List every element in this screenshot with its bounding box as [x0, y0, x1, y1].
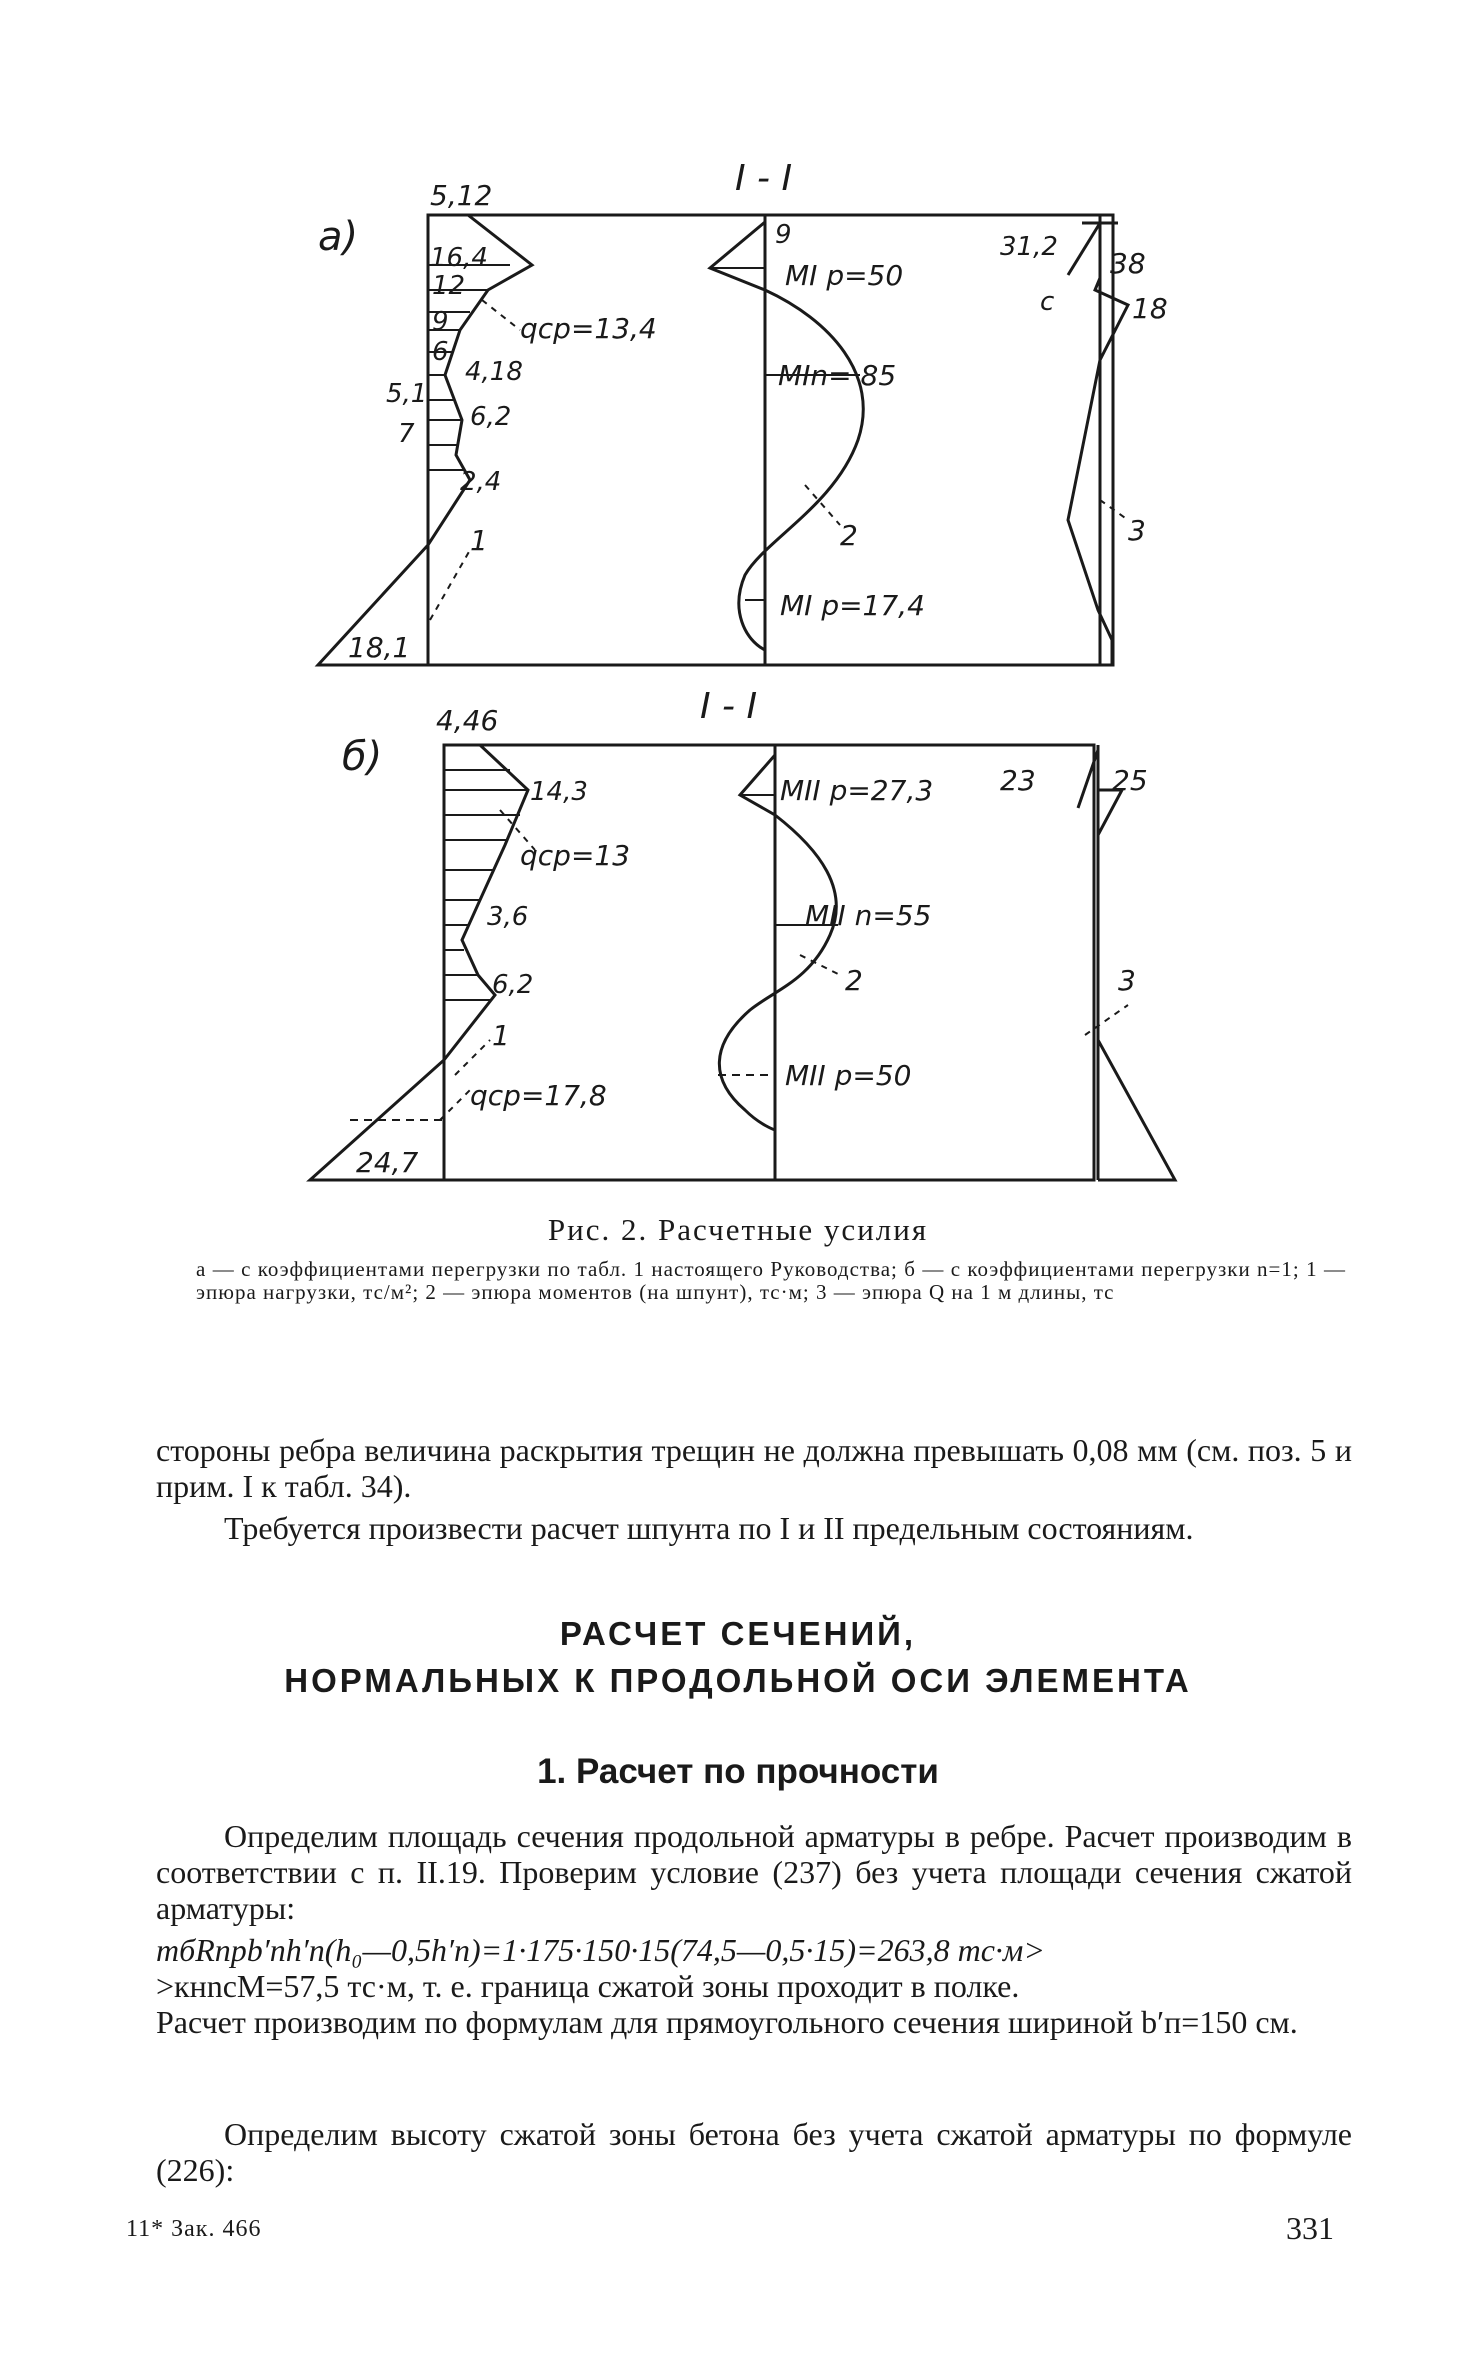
frame-a: [428, 215, 1113, 665]
label-b-62: 6,2: [492, 970, 534, 1000]
panel-b-label: б): [342, 734, 383, 780]
label-a-9: 9: [432, 307, 449, 337]
label-b-qcp1: qср=13: [520, 839, 631, 872]
panel-a-label: а): [318, 214, 359, 260]
label-b-36: 3,6: [487, 902, 529, 932]
panel-a-section: I - I: [735, 158, 793, 199]
label-a-181: 18,1: [348, 631, 411, 664]
paragraph-4: [156, 2116, 1352, 2188]
label-b-qcp2: qср=17,8: [470, 1079, 607, 1112]
label-a-51: 5,1: [386, 379, 428, 409]
label-a-q312: 31,2: [1000, 232, 1058, 262]
label-a-curve3: 3: [1128, 514, 1146, 547]
paragraph-2: [156, 1510, 1352, 1546]
section-heading-line-2: НОРМАЛЬНЫХ К ПРОДОЛЬНОЙ ОСИ ЭЛЕМЕНТА: [284, 1662, 1192, 1699]
formula-line-3: Расчет производим по формулам для прямоугольного сечения шириной b′п=150 см.: [156, 2004, 1298, 2040]
formula-block: [156, 1932, 1352, 2040]
page-number: 331: [1286, 2210, 1334, 2246]
label-a-418: 4,18: [465, 357, 523, 387]
figure-caption-text: а — с коэффициентами перегрузки по табл. 1 настоящего Руководства; б — с коэффициентами перегрузки n=1; 1 — эпюра нагрузки, тс/м²; 2 — эпюра моментов (на шпунт), тс·м; 3 — эпюра Q на 1 м длины, тс: [196, 1257, 1346, 1304]
label-a-top: 5,12: [430, 179, 493, 212]
paragraph-1: [156, 1432, 1352, 1504]
paragraph-3-text: Определим площадь сечения продольной арматуры в ребре. Расчет производим в соответствии с п. II.19. Проверим условие (237) без учета площади сечения сжатой арматуры:: [156, 1818, 1352, 1926]
label-b-curve1: 1: [492, 1019, 510, 1052]
paragraph-2-text: Требуется произвести расчет шпунта по I и II предельным состояниям.: [224, 1510, 1194, 1546]
label-a-q38: 38: [1110, 247, 1146, 280]
formula-line-1: mбRпрb′пh′п(h₀—0,5h′п)=1·175·150·15(74,5—0,5·15)=263,8 тс·м>: [156, 1932, 1045, 1968]
label-a-mn: MIn= 85: [778, 359, 897, 392]
paragraph-3: [156, 1818, 1352, 1926]
paragraph-1-text: стороны ребра величина раскрытия трещин не должна превышать 0,08 мм (см. поз. 5 и прим. I к табл. 34).: [156, 1432, 1352, 1504]
subsection-heading: 1. Расчет по прочности: [537, 1752, 939, 1791]
label-b-q23: 23: [1000, 764, 1036, 797]
label-a-24: 2,4: [460, 467, 502, 497]
label-b-curve3: 3: [1118, 964, 1136, 997]
shear-diagram-a: [1068, 278, 1128, 665]
label-a-curve2: 2: [840, 519, 858, 552]
label-a-qc: c: [1040, 287, 1055, 317]
section-heading-line-1: РАСЧЕТ СЕЧЕНИЙ,: [559, 1615, 917, 1652]
load-diagram-b: [310, 745, 528, 1180]
label-a-62: 6,2: [470, 402, 512, 432]
label-b-mn: MII n=55: [805, 899, 932, 932]
panel-b-section: I - I: [700, 686, 758, 727]
label-b-curve2: 2: [845, 964, 863, 997]
label-a-q18: 18: [1132, 292, 1168, 325]
load-diagram-a: [318, 215, 532, 665]
label-a-mp1: MI p=50: [785, 259, 904, 292]
label-b-mp1: MII p=27,3: [780, 774, 934, 807]
footer-order-number: 11* Зак. 466: [126, 2216, 262, 2242]
label-b-top: 4,46: [436, 704, 499, 737]
figure-caption-title: Рис. 2. Расчетные усилия: [547, 1212, 929, 1247]
label-a-6: 6: [432, 337, 449, 367]
label-b-q25: 25: [1112, 764, 1148, 797]
label-a-7: 7: [398, 419, 415, 449]
label-a-qcp: qср=13,4: [520, 312, 657, 345]
label-a-m-top: 9: [775, 220, 792, 250]
label-b-mp2: MII p=50: [785, 1059, 912, 1092]
paragraph-4-text: Определим высоту сжатой зоны бетона без учета сжатой арматуры по формуле (226):: [156, 2116, 1352, 2188]
label-a-16: 16,4: [430, 243, 488, 273]
label-b-247: 24,7: [356, 1146, 419, 1179]
formula-line-2: >кнnсM=57,5 тс·м, т. е. граница сжатой зоны проходит в полке.: [156, 1968, 1020, 2004]
label-a-curve1: 1: [470, 524, 488, 557]
label-a-12: 12: [432, 271, 466, 301]
label-b-143: 14,3: [530, 777, 588, 807]
label-a-mp2: MI p=17,4: [780, 589, 925, 622]
